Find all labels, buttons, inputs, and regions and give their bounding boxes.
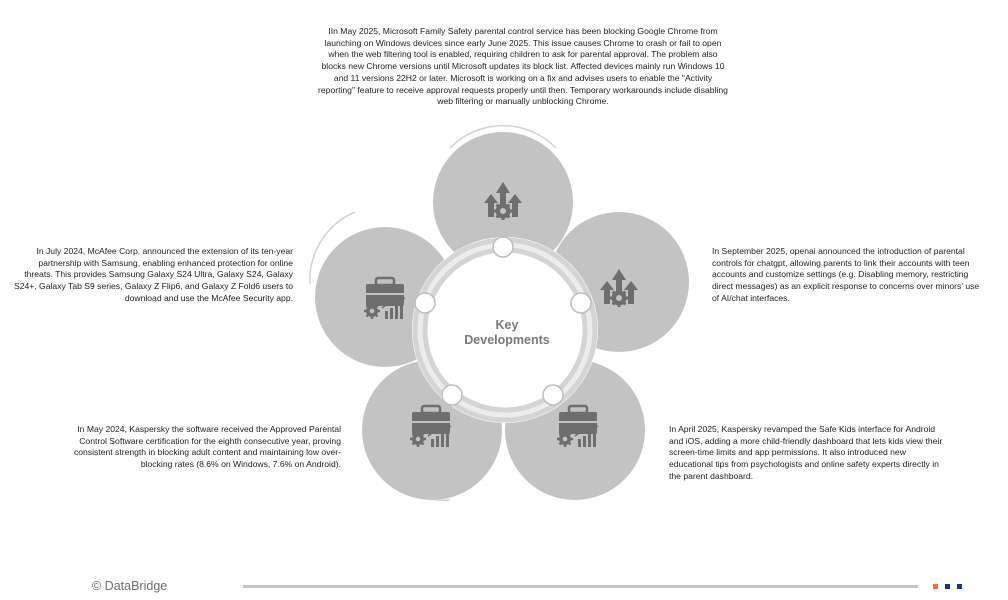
node-left-lower xyxy=(442,385,462,405)
footer-square-orange xyxy=(933,584,938,589)
node-left-upper xyxy=(415,293,435,313)
development-text-left-upper: In July 2024, McAfee Corp. announced the extension of its ten-year partnership with Samsung, enabling enhanced protection for online threats. This provides Samsung Galaxy S24 Ultra, Galaxy S24, Galaxy S24+, Galaxy Tab S9 series, Galaxy Z Flip6, and Galaxy Z Fold6 users to download and use the McAfee Security app. xyxy=(13,246,293,303)
center-title-line1: Key xyxy=(495,318,519,332)
development-text-left-lower: In May 2024, Kaspersky the software received the Approved Parental Control Software certification for the eighth consecutive year, proving consistent strength in blocking adult content and maintaining low over-blocking rates (8.6% on Windows, 7.6% on Android). xyxy=(73,424,341,470)
node-right-upper xyxy=(571,293,591,313)
development-text-right-lower: In April 2025, Kaspersky revamped the Safe Kids interface for Android and iOS, adding a more child-friendly dashboard that lets kids view their screen-time limits and app permissions. It also introduced new educational tips from psychologists and online safety experts directly in the parent dashboard. xyxy=(669,424,943,481)
footer-square-navy xyxy=(945,584,950,589)
development-text-top: IIn May 2025, Microsoft Family Safety parental control service has been blocking Google Chrome from launching on Windows devices since early June 2025. This issue causes Chrome to crash or fail to open when the web filtering tool is enabled, requiring children to ask for parental approval. The problem also blocks new Chrome versions until Microsoft updates its block list. Affected devices mainly run Windows 10 and 11 versions 22H2 or later. Microsoft is working on a fix and advises users to enable the "Activity reporting" feature to receive approval requests properly until then. Temporary workarounds include disabling web filtering or manually unblocking Chrome. xyxy=(318,26,728,107)
node-right-lower xyxy=(543,385,563,405)
development-text-right-upper: In September 2025, openai announced the introduction of parental controls for chatgpt, allowing parents to link their accounts with teen accounts and customize settings (e.g. Disabling memory, restricting direct messages) as an explicit response to concerns over minors' use of AI/chat interfaces. xyxy=(712,246,980,303)
node-top xyxy=(493,237,513,257)
footer-brand: © DataBridge xyxy=(92,579,168,593)
footer-square-navy xyxy=(957,584,962,589)
footer-divider xyxy=(243,585,918,588)
center-title-line2: Developments xyxy=(464,333,550,347)
